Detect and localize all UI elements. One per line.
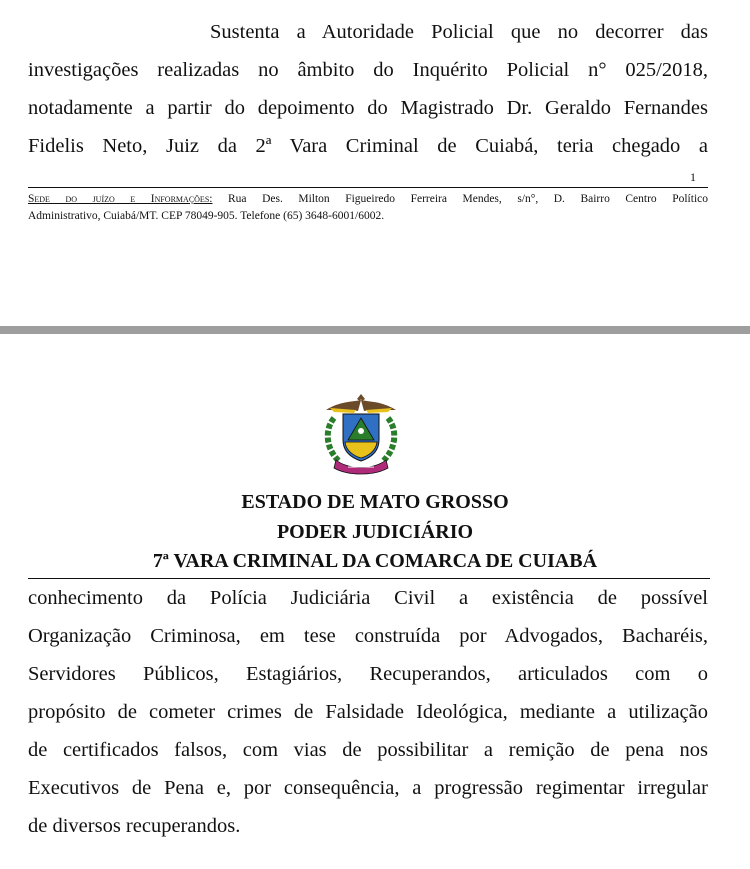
footer-label: Sede do juízo e Informações: xyxy=(28,193,213,205)
previous-page-bottom xyxy=(0,0,750,326)
mato-grosso-coat-of-arms-icon xyxy=(318,392,404,476)
paragraph-line: Fidelis Neto, Juiz da 2ª Vara Criminal de Cuiabá, teria chegado a xyxy=(28,135,708,157)
paragraph-line: Sustenta a Autoridade Policial que no decorrer das xyxy=(210,21,708,43)
page-number: 1 xyxy=(690,170,696,184)
header-judiciary: PODER JUDICIÁRIO xyxy=(276,521,474,543)
paragraph-line: de certificados falsos, com vias de possibilitar a remição de pena nos xyxy=(28,739,708,761)
footer-address-line-2: Administrativo, Cuiabá/MT. CEP 78049-905. Telefone (65) 3648-6001/6002. xyxy=(28,210,385,222)
paragraph-line: propósito de cometer crimes de Falsidade Ideológica, mediante a utilização xyxy=(28,701,708,723)
header-court: 7ª VARA CRIMINAL DA COMARCA DE CUIABÁ xyxy=(152,550,598,572)
page-separator xyxy=(0,326,750,334)
paragraph-line: Executivos de Pena e, por consequência, a progressão regimentar irregular xyxy=(28,777,708,799)
paragraph-line: notadamente a partir do depoimento do Magistrado Dr. Geraldo Fernandes xyxy=(28,97,708,119)
footer-address-line xyxy=(28,191,708,207)
header-divider xyxy=(28,578,710,579)
paragraph-line: conhecimento da Polícia Judiciária Civil a existência de possível xyxy=(28,587,708,609)
footer-divider xyxy=(28,187,708,188)
footer-address-text: Rua Des. Milton Figueiredo Ferreira Mendes, s/n°, D. Bairro Centro Político xyxy=(212,193,708,205)
paragraph-line: Organização Criminosa, em tese construída por Advogados, Bacharéis, xyxy=(28,625,708,647)
paragraph-line: de diversos recuperandos. xyxy=(28,815,241,837)
paragraph-line: investigações realizadas no âmbito do Inquérito Policial n° 025/2018, xyxy=(28,59,708,81)
header-state: ESTADO DE MATO GROSSO xyxy=(241,491,509,513)
paragraph-line: Servidores Públicos, Estagiários, Recuperandos, articulados com o xyxy=(28,663,708,685)
